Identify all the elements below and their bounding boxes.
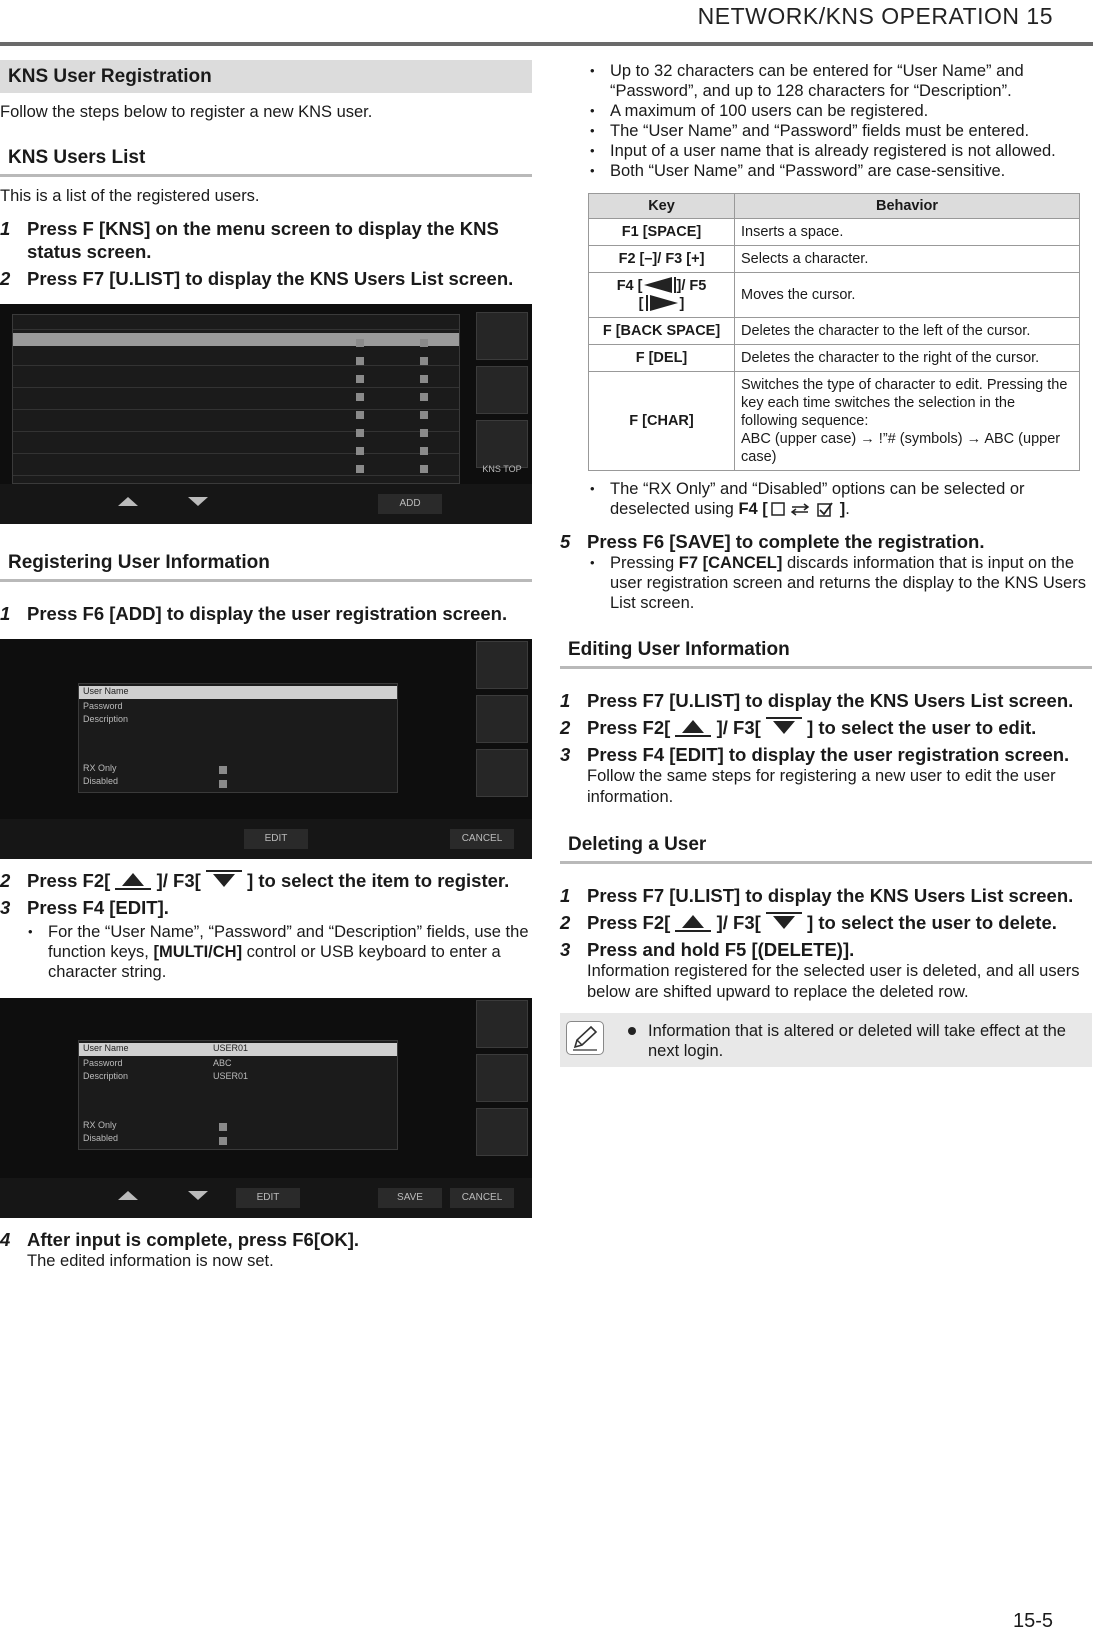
field-value: USER01 [213, 1071, 249, 1081]
deleting-step3-sub: Information registered for the selected user is deleted, and all users below are shifted upward to replace the deleted row. [587, 962, 1080, 1001]
bullet-item: • The “User Name” and “Password” fields must be entered. [560, 121, 1092, 141]
users-list-step-2 [0, 267, 532, 290]
cursor-left-icon [644, 277, 672, 293]
table-row [589, 345, 1080, 372]
table-key [589, 273, 735, 318]
table-behavior: Deletes the character to the right of the cursor. [735, 345, 1080, 372]
field-label: Description [83, 1071, 129, 1081]
step-text: ] to select the user to edit. [807, 717, 1037, 738]
users-list-grid [12, 314, 460, 484]
bullet-bold: F4 [ [738, 500, 768, 518]
deleting-step-1 [560, 884, 1092, 907]
step-text: ]/ F3[ [716, 912, 761, 933]
screenshot-users-list [0, 304, 532, 524]
field-value: USER01 [213, 1043, 249, 1053]
table-row [589, 273, 1080, 318]
step-text: Press F7 [U.LIST] to display the KNS Users List screen. [587, 690, 1074, 711]
editing-step3-sub: Follow the same steps for registering a new user to edit the user information. [587, 767, 1056, 806]
behavior-sequence: ABC (upper case) → !”# (symbols) → ABC (upper case) [741, 431, 1061, 465]
step-text: Press F4 [EDIT] to display the user registration screen. [587, 744, 1070, 765]
table-row [589, 318, 1080, 345]
table-behavior: Inserts a space. [735, 219, 1080, 246]
step5-bullets [560, 553, 1092, 613]
bullet-text: Pressing [610, 554, 679, 572]
step-text: ]/ F3[ [156, 870, 201, 891]
table-key: F [DEL] [589, 345, 735, 372]
bullet-text: The “RX Only” and “Disabled” options can be selected or deselected using [610, 480, 1025, 518]
bar-glyph [646, 295, 648, 311]
step-number: 5 [560, 531, 571, 552]
field-label: Description [83, 714, 129, 724]
table-key: F2 [–]/ F3 [+] [589, 246, 735, 273]
cancel-fkey: CANCEL [450, 1188, 514, 1208]
editing-step-2 [560, 716, 1092, 739]
table-row [589, 372, 1080, 471]
section-title-deleting: Deleting a User [560, 834, 1092, 864]
deleting-step-2 [560, 911, 1092, 934]
step-text: Press F [KNS] on the menu screen to display the KNS status screen. [27, 218, 499, 262]
section-title-editing: Editing User Information [560, 639, 1092, 669]
header-rule [0, 42, 1093, 46]
table-key: F [BACK SPACE] [589, 318, 735, 345]
table-behavior: Moves the cursor. [735, 273, 1080, 318]
table-header-row [589, 194, 1080, 219]
key-part: ] [679, 296, 685, 312]
field-label: RX Only [83, 1120, 117, 1130]
page-header [698, 0, 1053, 30]
field-label: Password [83, 701, 123, 711]
step-text: Press F6 [SAVE] to complete the registration. [587, 531, 985, 552]
registering-step-5 [560, 530, 1092, 553]
bullet-item: • A maximum of 100 users can be registered. [560, 101, 1092, 121]
field-label: Disabled [83, 1133, 119, 1143]
table-header: Behavior [735, 194, 1080, 219]
table-row [589, 219, 1080, 246]
users-list-step-1 [0, 217, 532, 263]
step-number: 4 [0, 1229, 11, 1250]
bullet-text: . [845, 500, 850, 518]
bullet-text: control or USB keyboard to enter a character string. [48, 943, 501, 981]
step-text: Press F2[ [27, 870, 111, 891]
step-number: 2 [560, 912, 571, 933]
step-number: 1 [0, 603, 11, 624]
bullet-item [560, 553, 1092, 613]
step-number: 3 [560, 939, 571, 960]
table-behavior: Deletes the character to the left of the cursor. [735, 318, 1080, 345]
bullet-item: • Up to 32 characters can be entered for “User Name” and “Password”, and up to 128 characters for “Description”. [560, 61, 1092, 101]
step-text: ]/ F3[ [716, 717, 761, 738]
left-column [0, 52, 532, 1272]
table-key: F [CHAR] [589, 372, 735, 471]
registration-grid [78, 683, 398, 793]
edit-fkey: EDIT [244, 829, 308, 849]
registering-step-1 [0, 602, 532, 625]
selected-row [13, 333, 459, 346]
bullet-item [560, 479, 1092, 522]
table-row [589, 246, 1080, 273]
edit-fkey: EDIT [236, 1188, 300, 1208]
step-number: 3 [0, 897, 11, 918]
bullet-text: For the “User Name”, “Password” and “Description” fields, use the function keys, [48, 923, 529, 961]
cancel-fkey: CANCEL [450, 829, 514, 849]
section-title-kns-user-registration: KNS User Registration [0, 60, 532, 93]
bullet-item: • Both “User Name” and “Password” are case-sensitive. [560, 161, 1092, 181]
down-arrow-icon [766, 717, 802, 737]
step-text: ] to select the user to delete. [807, 912, 1057, 933]
step-number: 1 [560, 885, 571, 906]
note-box [560, 1013, 1092, 1067]
step-number: 1 [560, 690, 571, 711]
behavior-text: Switches the type of character to edit. Pressing the key each time switches the selection in the following sequence: [741, 377, 1068, 429]
key-part: F4 [ [616, 278, 643, 294]
step-text: Press and hold F5 [(DELETE)]. [587, 939, 855, 960]
step-text: ] to select the item to register. [247, 870, 510, 891]
field-label: User Name [83, 1043, 129, 1053]
bullet-bold: ] [839, 500, 846, 518]
step-text: Press F2[ [587, 717, 671, 738]
table-behavior: Selects a character. [735, 246, 1080, 273]
step-text: Press F7 [U.LIST] to display the KNS Users List screen. [27, 268, 514, 289]
up-arrow-icon [115, 870, 151, 890]
cursor-right-icon [650, 295, 678, 311]
key-behavior-table [588, 193, 1080, 471]
kns-top-label: KNS TOP [482, 464, 522, 474]
step-text: Press F7 [U.LIST] to display the KNS Users List screen. [587, 885, 1074, 906]
add-fkey: ADD [378, 494, 442, 514]
screenshot-registration-filled [0, 998, 532, 1218]
bullet-text: discards information that is input on the user registration screen and returns the display to the KNS Users List screen. [610, 554, 1086, 612]
limits-bullets [560, 61, 1092, 181]
save-fkey: SAVE [378, 1188, 442, 1208]
field-label: User Name [83, 686, 129, 696]
field-label: Password [83, 1058, 123, 1068]
registering-step-2 [0, 869, 532, 892]
fkey-bar [0, 1178, 532, 1218]
down-arrow-icon [206, 870, 242, 890]
step-number: 3 [560, 744, 571, 765]
bullet-bold: F7 [CANCEL] [678, 554, 783, 572]
table-header: Key [589, 194, 735, 219]
registering-step-3 [0, 896, 532, 919]
right-column [560, 52, 1092, 1067]
bullet-item: • Input of a user name that is already registered is not allowed. [560, 141, 1092, 161]
step-text: Press F6 [ADD] to display the user registration screen. [27, 603, 508, 624]
bullet-bold: [MULTI/CH] [153, 943, 243, 961]
section-title-registering: Registering User Information [0, 552, 532, 582]
editing-step-1 [560, 689, 1092, 712]
pencil-note-icon [566, 1021, 604, 1055]
step-number: 2 [0, 870, 11, 891]
up-arrow-icon [675, 717, 711, 737]
header-title: NETWORK/KNS OPERATION 15 [697, 3, 1053, 29]
registering-step-4 [0, 1228, 532, 1251]
bullet-item [0, 922, 532, 982]
field-label: RX Only [83, 763, 117, 773]
intro-text: Follow the steps below to register a new KNS user. [0, 103, 373, 121]
rx-only-bullet [560, 479, 1092, 522]
step-text: Press F4 [EDIT]. [27, 897, 169, 918]
step-text: After input is complete, press F6[OK]. [27, 1229, 360, 1250]
key-part: ]/ F5 [676, 278, 707, 294]
users-list-intro: This is a list of the registered users. [0, 187, 260, 205]
step-text: Press F2[ [587, 912, 671, 933]
checkbox-toggle-icon [770, 501, 838, 522]
field-label: Disabled [83, 776, 119, 786]
step-number: 2 [560, 717, 571, 738]
step3-bullets [0, 922, 532, 982]
step-number: 1 [0, 218, 11, 239]
screenshot-registration [0, 639, 532, 859]
table-behavior [735, 372, 1080, 471]
step4-sub: The edited information is now set. [27, 1252, 274, 1270]
fkey-bar [0, 484, 532, 524]
editing-step-3 [560, 743, 1092, 766]
field-value: ABC [213, 1058, 232, 1068]
down-arrow-icon [766, 912, 802, 932]
deleting-step-3 [560, 938, 1092, 961]
step-number: 2 [0, 268, 11, 289]
page-number: 15-5 [1012, 1610, 1053, 1632]
section-title-kns-users-list: KNS Users List [0, 147, 532, 177]
registration-grid [78, 1040, 398, 1150]
fkey-bar [0, 819, 532, 859]
note-text: Information that is altered or deleted will take effect at the next login. [616, 1021, 1088, 1061]
up-arrow-icon [675, 912, 711, 932]
table-key: F1 [SPACE] [589, 219, 735, 246]
key-part: [ [638, 296, 644, 312]
